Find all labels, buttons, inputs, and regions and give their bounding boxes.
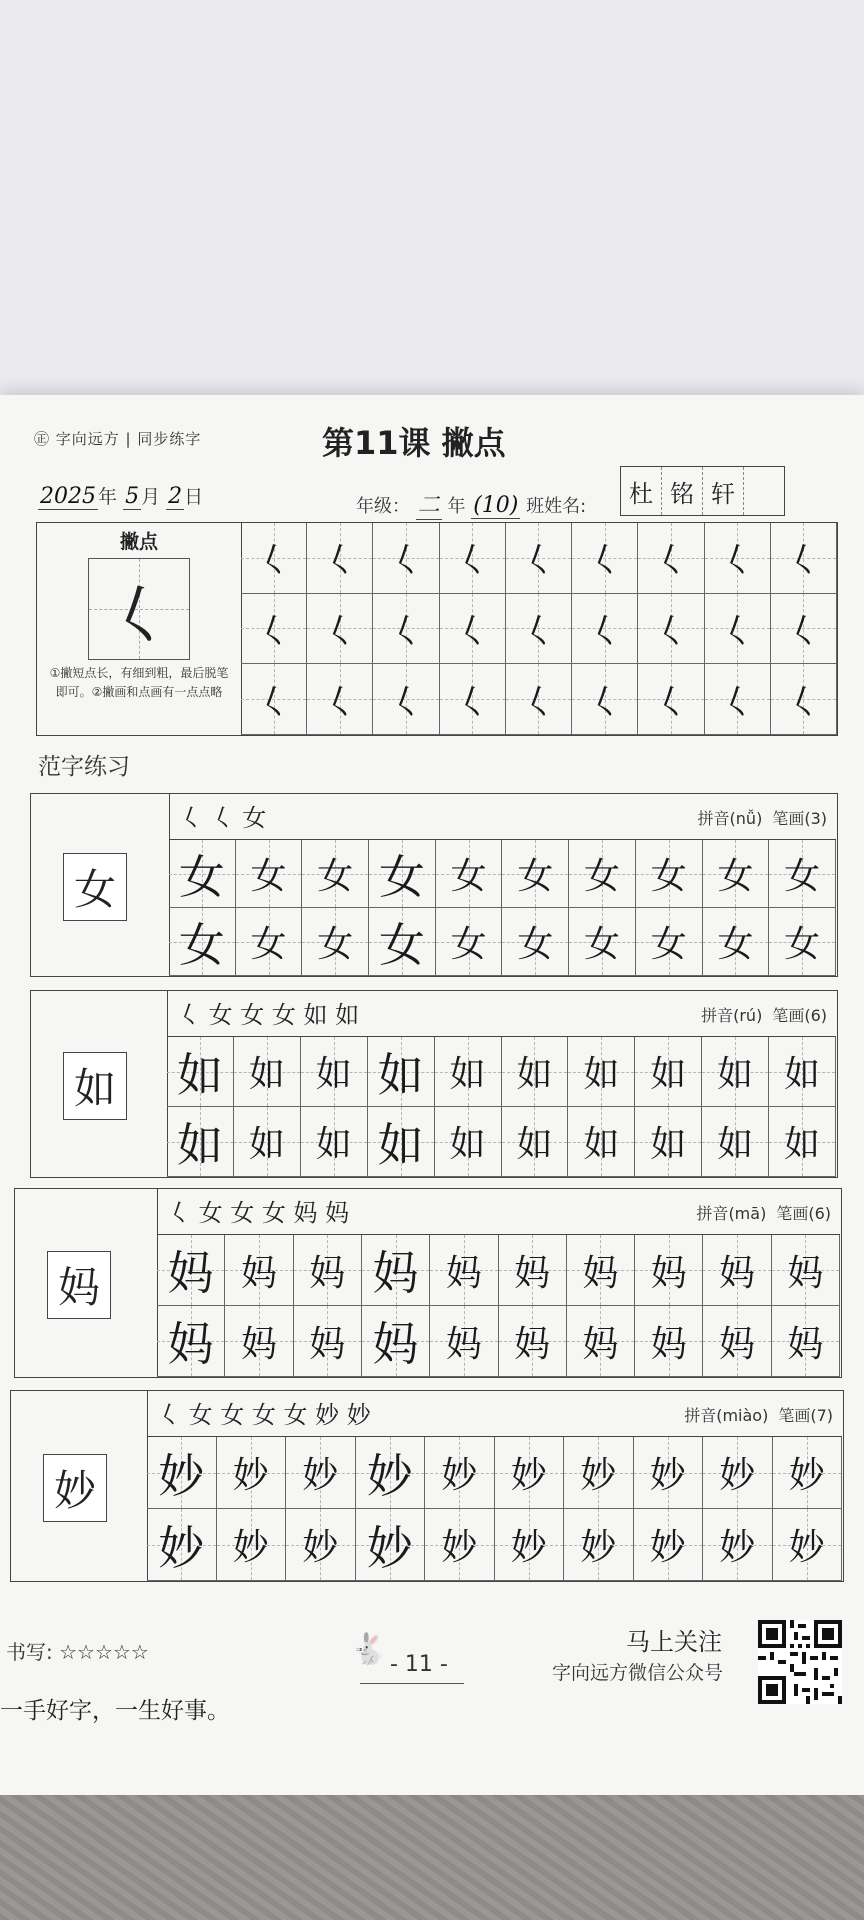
stroke-practice-cell [638, 594, 704, 665]
practice-cell [567, 1235, 635, 1306]
practice-character: 女 [178, 917, 225, 972]
practice-character: 妈 [240, 1252, 277, 1294]
practice-character: 女 [717, 856, 754, 897]
strokes-label: 笔画 [772, 1006, 805, 1025]
stroke-practice-glyph: 𡿨 [587, 541, 622, 582]
practice-character: 妙 [302, 1527, 339, 1568]
practice-character: 妙 [232, 1455, 269, 1496]
strokes-label: 笔画 [772, 809, 805, 828]
practice-character: 女 [650, 924, 687, 965]
practice-cell [773, 1437, 843, 1509]
practice-character: 妙 [366, 1448, 413, 1503]
practice-character: 女 [250, 856, 287, 897]
stroke-info [37, 523, 242, 735]
practice-character: 妈 [167, 1317, 214, 1371]
practice-cell [702, 1107, 769, 1177]
practice-character: 如 [176, 1117, 223, 1172]
character-practice-grid [147, 1436, 842, 1581]
practice-cell [769, 840, 836, 908]
practice-cell [225, 1306, 293, 1377]
grade-label: 年级： [356, 496, 410, 517]
practice-character: 如 [315, 1124, 352, 1165]
practice-character: 妙 [510, 1527, 547, 1568]
date-day-label: 日 [184, 486, 204, 508]
stroke-practice-cell [440, 664, 506, 735]
practice-character: 如 [449, 1054, 486, 1095]
practice-character: 如 [315, 1054, 352, 1095]
stroke-practice-cell [373, 523, 439, 594]
strokes-label: 笔画 [778, 1406, 811, 1425]
practice-character: 妙 [788, 1455, 825, 1496]
pinyin-label: 拼音 [697, 809, 730, 828]
pinyin-strokes-info [696, 1201, 831, 1224]
stroke-practice-cell [307, 523, 373, 594]
practice-character: 妈 [719, 1323, 756, 1365]
practice-character: 妙 [510, 1455, 547, 1496]
practice-cell [147, 1437, 217, 1509]
pinyin-value: (rú) [733, 1006, 763, 1025]
practice-cell [430, 1235, 498, 1306]
practice-character: 妈 [787, 1252, 824, 1294]
name-boxes [620, 466, 785, 516]
stroke-demo-glyph: 𡿨 [107, 580, 171, 654]
practice-cell [636, 908, 703, 976]
stroke-practice-cell [705, 664, 771, 735]
practice-character: 女 [378, 917, 425, 972]
pinyin-label: 拼音 [701, 1006, 734, 1025]
pinyin-label: 拼音 [684, 1406, 717, 1425]
practice-character: 妈 [650, 1252, 687, 1294]
practice-cell [499, 1306, 567, 1377]
practice-cell [425, 1437, 495, 1509]
practice-cell [635, 1235, 703, 1306]
stroke-practice-glyph: 𡿨 [389, 611, 424, 652]
practice-cell [635, 1037, 702, 1107]
practice-cell [703, 1509, 773, 1581]
name-char: 铭 [662, 467, 703, 515]
date-year: 2025 [40, 484, 96, 509]
practice-cell [435, 1107, 502, 1177]
stroke-order: 𡿨 女 女 女 如 如 [177, 1001, 360, 1029]
stroke-practice-cell [506, 523, 572, 594]
practice-character: 妈 [445, 1323, 482, 1365]
practice-character: 妙 [302, 1455, 339, 1496]
practice-character: 妙 [158, 1520, 205, 1575]
practice-character: 如 [516, 1124, 553, 1165]
practice-character: 妈 [719, 1252, 756, 1294]
pinyin-value: (miào) [716, 1406, 769, 1425]
practice-cell [236, 908, 303, 976]
practice-cell [502, 1107, 569, 1177]
strokes-value: (6) [804, 1006, 827, 1025]
model-character: 女 [63, 853, 127, 921]
stroke-practice-glyph: 𡿨 [587, 682, 622, 723]
practice-cell [569, 908, 636, 976]
pinyin-strokes-info [698, 806, 827, 829]
practice-character: 妈 [309, 1323, 346, 1365]
practice-cell [147, 1509, 217, 1581]
stroke-practice-glyph: 𡿨 [455, 541, 490, 582]
practice-character: 妈 [582, 1323, 619, 1365]
model-character: 如 [63, 1052, 127, 1120]
page-number: - 11 - [390, 1652, 448, 1677]
stroke-practice-glyph: 𡿨 [521, 611, 556, 652]
stroke-practice-cell [307, 594, 373, 665]
date-year-label: 年 [98, 486, 118, 508]
practice-cell [568, 1037, 635, 1107]
stroke-practice-glyph: 𡿨 [786, 682, 821, 723]
practice-character: 妈 [240, 1323, 277, 1365]
stroke-practice-cell [241, 523, 307, 594]
practice-cell [567, 1306, 635, 1377]
pinyin-value: (nǚ) [729, 809, 763, 828]
stroke-practice-cell [572, 594, 638, 665]
stroke-practice-cell [506, 594, 572, 665]
practice-cell [157, 1235, 225, 1306]
practice-cell [302, 840, 369, 908]
practice-cell [702, 1037, 769, 1107]
name-char: 轩 [703, 467, 744, 515]
stroke-practice-cell [638, 523, 704, 594]
practice-cell [286, 1437, 356, 1509]
slogan: 一手好字，一生好事。 [0, 1698, 230, 1724]
practice-character: 女 [584, 856, 621, 897]
stroke-practice-glyph: 𡿨 [786, 611, 821, 652]
pinyin-label: 拼音 [696, 1204, 729, 1223]
stroke-practice-glyph: 𡿨 [653, 682, 688, 723]
practice-cell [368, 1107, 435, 1177]
stroke-practice-cell [241, 594, 307, 665]
practice-cell [356, 1509, 426, 1581]
stroke-name: 撇点 [119, 531, 158, 553]
stroke-practice-grid [241, 523, 837, 735]
practice-character: 妈 [582, 1252, 619, 1294]
pinyin-strokes-info [684, 1403, 833, 1426]
stroke-practice-glyph: 𡿨 [521, 541, 556, 582]
practice-character: 妙 [580, 1527, 617, 1568]
strokes-value: (7) [810, 1406, 833, 1425]
practice-character: 如 [583, 1054, 620, 1095]
practice-cell [502, 1037, 569, 1107]
date-day: 2 [168, 484, 183, 509]
stroke-practice-glyph: 𡿨 [653, 611, 688, 652]
practice-cell [225, 1235, 293, 1306]
stroke-practice-cell [506, 664, 572, 735]
stroke-practice-glyph: 𡿨 [256, 541, 291, 582]
practice-cell [369, 840, 436, 908]
practice-cell [234, 1107, 301, 1177]
date-line [38, 482, 203, 510]
practice-character: 女 [178, 849, 225, 904]
practice-character: 女 [317, 924, 354, 965]
stroke-practice-glyph: 𡿨 [389, 541, 424, 582]
practice-character: 妙 [649, 1455, 686, 1496]
practice-cell [568, 1107, 635, 1177]
stroke-practice-cell [373, 594, 439, 665]
practice-character: 如 [583, 1124, 620, 1165]
stroke-section [36, 522, 838, 736]
writing-rating: 书写: ☆☆☆☆☆ [6, 1640, 149, 1664]
class-value: (10) [473, 493, 519, 518]
practice-character: 女 [650, 856, 687, 897]
practice-character: 妙 [441, 1455, 478, 1496]
practice-cell [569, 840, 636, 908]
grade-value: 二 [416, 488, 442, 520]
stroke-practice-cell [771, 523, 837, 594]
stroke-practice-glyph: 𡿨 [521, 682, 556, 723]
stroke-order: 𡿨 女 女 女 女 妙 妙 [157, 1401, 371, 1429]
pinyin-value: (mā) [728, 1204, 767, 1223]
practice-cell [564, 1509, 634, 1581]
stroke-practice-glyph: 𡿨 [322, 682, 357, 723]
practice-character: 妙 [719, 1527, 756, 1568]
practice-character: 如 [248, 1124, 285, 1165]
practice-cell [368, 1037, 435, 1107]
class-label: 班 [526, 496, 545, 517]
strokes-value: (3) [804, 809, 827, 828]
stroke-practice-glyph: 𡿨 [256, 682, 291, 723]
practice-character: 妙 [441, 1527, 478, 1568]
practice-character: 女 [784, 924, 821, 965]
page-title: 第11课 撇点 [322, 424, 506, 462]
model-character: 妈 [47, 1251, 111, 1319]
stroke-practice-cell [705, 523, 771, 594]
practice-character: 妈 [445, 1252, 482, 1294]
practice-cell [362, 1235, 430, 1306]
stroke-practice-cell [440, 523, 506, 594]
practice-cell [703, 908, 770, 976]
practice-character: 妙 [719, 1455, 756, 1496]
stroke-practice-glyph: 𡿨 [455, 682, 490, 723]
practice-character: 妈 [167, 1246, 214, 1300]
practice-character: 女 [450, 924, 487, 965]
practice-character: 如 [717, 1054, 754, 1095]
practice-character: 女 [517, 924, 554, 965]
name-char: 杜 [621, 467, 662, 515]
practice-character: 妈 [372, 1317, 419, 1371]
practice-cell [436, 908, 503, 976]
stroke-demo-box [88, 558, 190, 660]
stroke-practice-glyph: 𡿨 [786, 541, 821, 582]
practice-cell [217, 1509, 287, 1581]
practice-cell [499, 1235, 567, 1306]
stroke-practice-glyph: 𡿨 [587, 611, 622, 652]
practice-cell [635, 1107, 702, 1177]
practice-cell [703, 840, 770, 908]
practice-cell [564, 1437, 634, 1509]
practice-cell [302, 908, 369, 976]
practice-character: 如 [248, 1054, 285, 1095]
practice-cell [436, 840, 503, 908]
practice-character: 如 [377, 1117, 424, 1172]
practice-cell [635, 1306, 703, 1377]
practice-character: 妈 [309, 1252, 346, 1294]
character-block [10, 1390, 844, 1582]
practice-cell [169, 908, 236, 976]
strokes-label: 笔画 [776, 1204, 809, 1223]
practice-character: 如 [784, 1124, 821, 1165]
background-fabric [0, 1790, 864, 1920]
practice-character: 妈 [787, 1323, 824, 1365]
practice-character: 如 [650, 1124, 687, 1165]
practice-cell [234, 1037, 301, 1107]
practice-cell [772, 1306, 840, 1377]
stroke-practice-glyph: 𡿨 [256, 611, 291, 652]
practice-cell [769, 908, 836, 976]
practice-character: 妙 [649, 1527, 686, 1568]
practice-character: 女 [450, 856, 487, 897]
practice-cell [167, 1037, 234, 1107]
name-label: 姓名: [544, 496, 587, 517]
practice-cell [703, 1235, 771, 1306]
practice-character: 妙 [158, 1448, 205, 1503]
stroke-practice-glyph: 𡿨 [653, 541, 688, 582]
stroke-order: 𡿨 女 女 女 妈 妈 [167, 1199, 350, 1227]
qr-code-icon[interactable] [758, 1620, 842, 1704]
stroke-practice-cell [638, 664, 704, 735]
practice-cell [356, 1437, 426, 1509]
practice-character: 女 [717, 924, 754, 965]
page-number-underline [360, 1683, 464, 1684]
practice-character: 妙 [788, 1527, 825, 1568]
stroke-practice-cell [440, 594, 506, 665]
practice-character: 女 [378, 849, 425, 904]
practice-cell [425, 1509, 495, 1581]
stroke-description: ①撇短点长，有细到粗，最后脱笔即可。②撇画和点画有一点点略 [49, 666, 229, 699]
character-practice-grid [167, 1036, 836, 1177]
strokes-value: (6) [808, 1204, 831, 1223]
practice-cell [169, 840, 236, 908]
character-block [30, 793, 838, 977]
practice-character: 女 [584, 924, 621, 965]
practice-cell [236, 840, 303, 908]
stroke-practice-cell [241, 664, 307, 735]
practice-cell [495, 1509, 565, 1581]
stroke-practice-cell [771, 594, 837, 665]
practice-character: 女 [517, 856, 554, 897]
practice-character: 妙 [366, 1520, 413, 1575]
practice-character: 妙 [580, 1455, 617, 1496]
practice-cell [636, 840, 703, 908]
official-account-label: 字向远方微信公众号 [552, 1662, 724, 1684]
practice-character: 妈 [514, 1323, 551, 1365]
practice-cell [301, 1107, 368, 1177]
practice-cell [502, 840, 569, 908]
practice-character: 妈 [514, 1252, 551, 1294]
character-practice-grid [157, 1234, 840, 1377]
stroke-practice-cell [373, 664, 439, 735]
practice-cell [435, 1037, 502, 1107]
practice-cell [769, 1107, 836, 1177]
stroke-practice-glyph: 𡿨 [322, 541, 357, 582]
character-block [30, 990, 838, 1178]
practice-cell [703, 1306, 771, 1377]
practice-character: 如 [717, 1124, 754, 1165]
practice-cell [294, 1235, 362, 1306]
character-practice-grid [169, 839, 836, 976]
practice-cell [772, 1235, 840, 1306]
practice-cell [634, 1509, 704, 1581]
character-block [14, 1188, 842, 1378]
stroke-practice-cell [572, 523, 638, 594]
date-month-label: 月 [141, 486, 161, 508]
practice-character: 女 [250, 924, 287, 965]
practice-cell [369, 908, 436, 976]
model-character: 妙 [43, 1454, 107, 1522]
stroke-practice-cell [307, 664, 373, 735]
practice-character: 如 [176, 1047, 223, 1102]
name-char [744, 467, 784, 515]
practice-cell [502, 908, 569, 976]
practice-cell [495, 1437, 565, 1509]
practice-cell [301, 1037, 368, 1107]
practice-cell [294, 1306, 362, 1377]
practice-cell [430, 1306, 498, 1377]
date-month: 5 [125, 484, 140, 509]
practice-section-title: 范字练习 [38, 754, 130, 780]
practice-character: 妙 [232, 1527, 269, 1568]
practice-character: 如 [377, 1047, 424, 1102]
practice-cell [703, 1437, 773, 1509]
practice-character: 女 [317, 856, 354, 897]
practice-cell [773, 1509, 843, 1581]
practice-cell [362, 1306, 430, 1377]
practice-cell [286, 1509, 356, 1581]
stroke-practice-glyph: 𡿨 [389, 682, 424, 723]
follow-label: 马上关注 [626, 1628, 722, 1656]
practice-character: 如 [784, 1054, 821, 1095]
stroke-practice-cell [572, 664, 638, 735]
practice-cell [769, 1037, 836, 1107]
stroke-practice-glyph: 𡿨 [720, 682, 755, 723]
practice-cell [167, 1107, 234, 1177]
stroke-practice-glyph: 𡿨 [322, 611, 357, 652]
year-label: 年 [447, 496, 466, 517]
stroke-practice-glyph: 𡿨 [455, 611, 490, 652]
practice-character: 妈 [650, 1323, 687, 1365]
practice-cell [157, 1306, 225, 1377]
practice-character: 女 [784, 856, 821, 897]
rabbit-icon: 🐇 [350, 1632, 388, 1667]
pinyin-strokes-info [701, 1003, 827, 1026]
stroke-practice-glyph: 𡿨 [720, 541, 755, 582]
practice-character: 如 [516, 1054, 553, 1095]
stroke-practice-cell [771, 664, 837, 735]
grade-class-line [356, 488, 586, 520]
practice-cell [217, 1437, 287, 1509]
practice-character: 妈 [372, 1246, 419, 1300]
practice-character: 如 [650, 1054, 687, 1095]
stroke-practice-cell [705, 594, 771, 665]
practice-character: 如 [449, 1124, 486, 1165]
stroke-practice-glyph: 𡿨 [720, 611, 755, 652]
brand-logo: ㊣ 字向远方 | 同步练字 [34, 430, 202, 448]
stroke-order: 𡿨 𡿨 女 [179, 804, 267, 832]
practice-cell [634, 1437, 704, 1509]
